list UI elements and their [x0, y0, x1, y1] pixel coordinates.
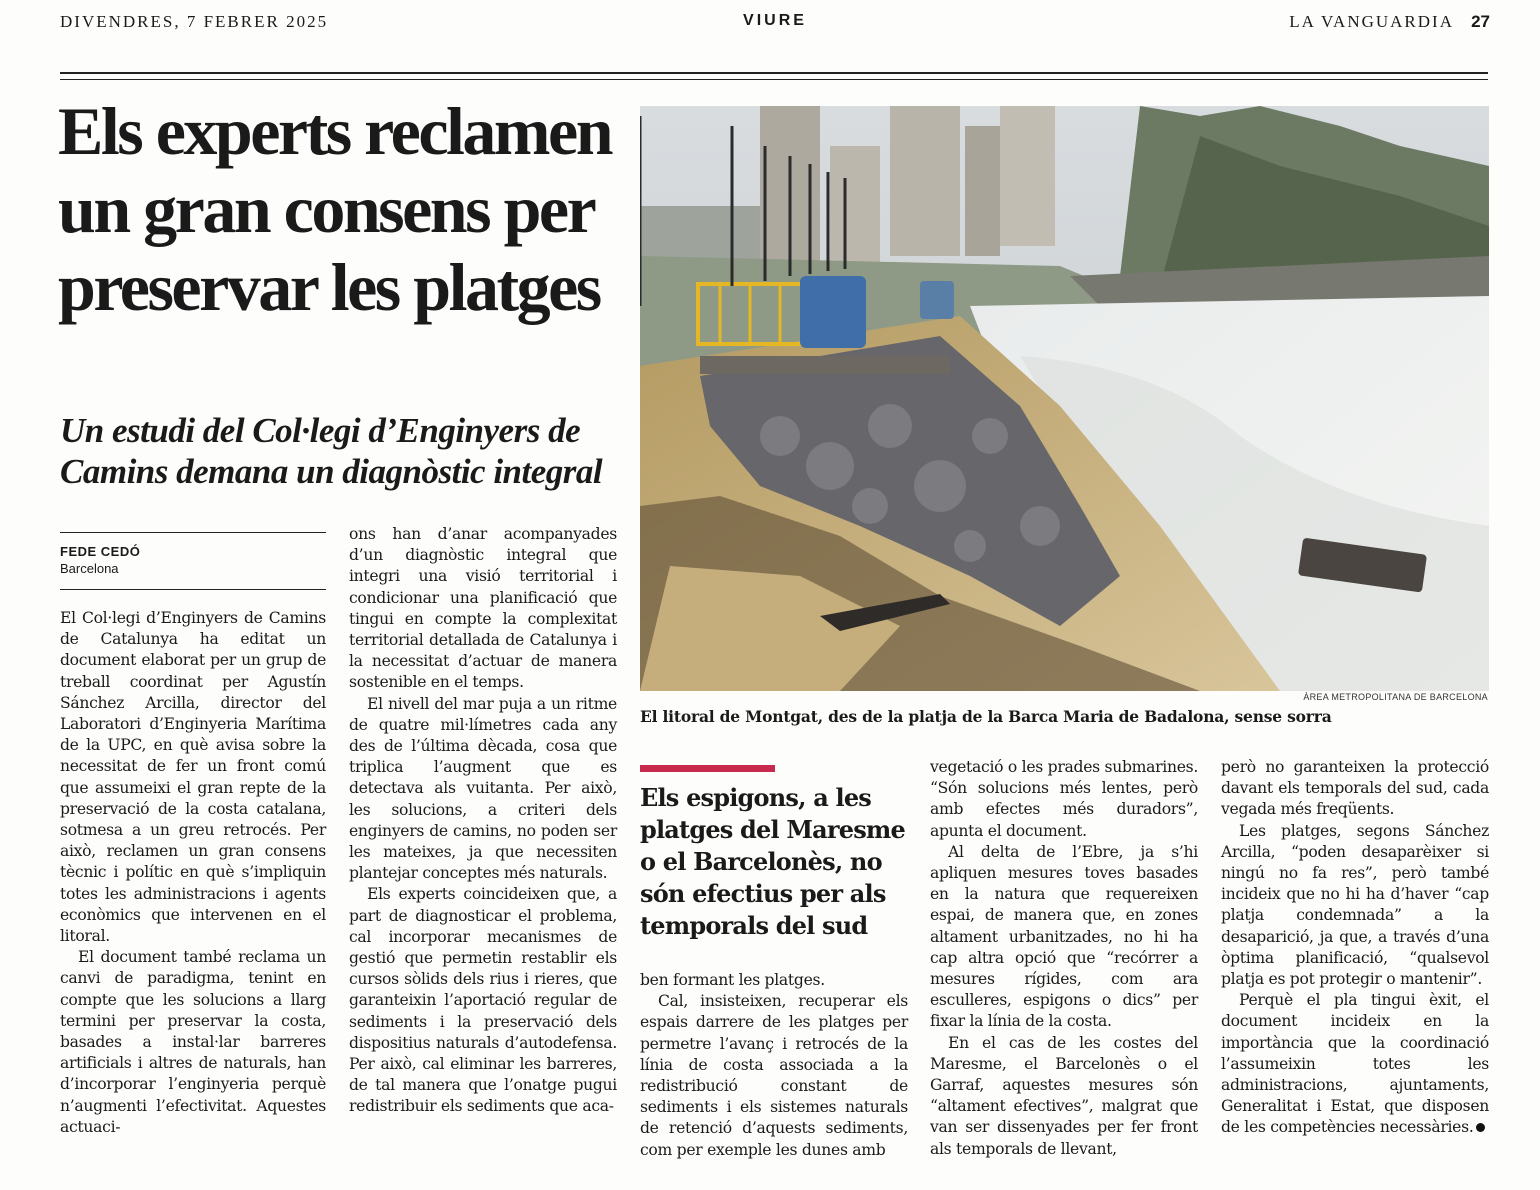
- sidebar-accent-bar: [640, 765, 775, 772]
- end-of-article-icon: [1476, 1123, 1485, 1132]
- paragraph: El document també reclama un canvi de paradigma, tenint en compte que les solucions a llarg termini per preservar la costa, basades a instal·lar barreres artificials i altres de naturals, han d’incorporar l’enginyeria perquè n’augmenti l’efectivitat. Aquestes actuaci-: [60, 948, 326, 1136]
- paragraph: [1221, 990, 1489, 1138]
- paragraph: però no garanteixen la protecció davant els temporals del sud, cada vegada més freqüents.: [1221, 758, 1489, 819]
- article-subheadline: Un estudi del Col·legi d’Enginyers de Camins demana un diagnòstic integral: [60, 411, 603, 491]
- page-number: 27: [1471, 12, 1490, 31]
- article-headline: Els experts reclamen un gran consens per preservar les platges: [58, 93, 612, 325]
- article-column-1: [60, 608, 326, 1138]
- paragraph: Cal, insisteixen, recuperar els espais darrere de les platges per permetre l’avanç i retrocés de la línia de costa associada a la redistribució constant de sediments i els sistemes naturals de retenció d’aquests sediments, com per exemple les dunes amb: [640, 992, 908, 1159]
- paragraph: ben formant les platges.: [640, 971, 825, 989]
- final-paragraph-text: Perquè el pla tingui èxit, el document incideix en la importància que la coordinació l’assumeixin totes les administracions, ajuntaments, Generalitat i Estat, que disposen de les competències necessàries.: [1221, 991, 1489, 1137]
- byline: [60, 532, 326, 590]
- page-header: [60, 12, 1490, 36]
- photo-caption: El litoral de Montgat, des de la platja de la Barca Maria de Badalona, sense sorra: [640, 707, 1332, 726]
- paragraph: El nivell del mar puja a un ritme de quatre mil·límetres cada any des de l’última dècada, cosa que triplica l’augment que es detectava als vuitanta. Per això, les solucions, a criteri dels enginyers de camins, no poden ser les mateixes, ja que necessiten plantejar conceptes més naturals.: [349, 694, 617, 883]
- newspaper-name: LA VANGUARDIA: [1289, 12, 1454, 31]
- header-rule: [60, 72, 1488, 80]
- article-column-3: [640, 970, 908, 1161]
- paragraph: Al delta de l’Ebre, ja s’hi apliquen mesures toves basades en la natura que requereixen espai, de manera que, en zones altament urbanitzades, no hi ha cap altra opció que “recórrer a mesures rígides, com ara esculleres, espigons o dics” per fixar la línia de la costa.: [930, 842, 1198, 1031]
- paragraph: En el cas de les costes del Maresme, el Barcelonès o el Garraf, aquestes mesures són “altament efectives”, malgrat que van ser dissenyades per fer front als temporals de llevant,: [930, 1033, 1198, 1158]
- paragraph: ons han d’anar acompanyades d’un diagnòstic integral que integri una visió territorial i condicionar una planificació que tingui en compte la complexitat territorial detallada de Catalunya i la necessitat d’actuar de manera sostenible en el temps.: [349, 525, 617, 692]
- paragraph: Les platges, segons Sánchez Arcilla, “poden desaparèixer si ningú no fa res”, però també incideix que no hi ha d’haver “cap platja condemnada” a la desaparició, ja que, a través d’una òptima planificació, “qualsevol platja es pot protegir o mantenir”.: [1221, 821, 1489, 989]
- paragraph: El Col·legi d’Enginyers de Camins de Catalunya ha editat un document elaborat per un grup de treball coordinat per Agustín Sánchez Arcilla, director del Laboratori d’Enginyeria Marítima de la UPC, en què avisa sobre la necessitat de fer un front comú que assumeixi el gran repte de la preservació de la costa catalana, sotmesa a un greu retrocés. Per això, reclamen un gran consens tècnic i polític en què s’impliquin totes les administracions i agents econòmics que intervenen en el litoral.: [60, 609, 326, 946]
- issue-date: DIVENDRES, 7 FEBRER 2025: [60, 12, 329, 31]
- photo-credit: ÀREA METROPOLITANA DE BARCELONA: [1303, 692, 1488, 702]
- article-column-4: [930, 757, 1198, 1160]
- section-name: VIURE: [743, 12, 807, 29]
- sidebar-headline: Els espigons, a les platges del Maresme o el Barcelonès, no són efectius per als temporals del sud: [640, 783, 905, 940]
- paragraph: vegetació o les prades submarines. “Són solucions més lentes, però amb efectes més duradors”, apunta el document.: [930, 758, 1198, 840]
- beach-photo: [640, 106, 1489, 691]
- author-name: FEDE CEDÓ: [60, 544, 141, 559]
- author-location: Barcelona: [60, 561, 119, 576]
- paragraph: Els experts coincideixen que, a part de diagnosticar el problema, cal incorporar mecanismes de gestió que permetin restablir els cursos sòlids dels rius i rieres, que garanteixin l’aportació regular de sediments i la preservació dels dispositius naturals d’autodefensa. Per això, cal eliminar les barreres, de tal manera que l’onatge pugui redistribuir els sediments que aca-: [349, 885, 617, 1116]
- coastline-image: [640, 106, 1489, 691]
- article-column-2: [349, 524, 617, 1118]
- article-column-5: [1221, 757, 1489, 1139]
